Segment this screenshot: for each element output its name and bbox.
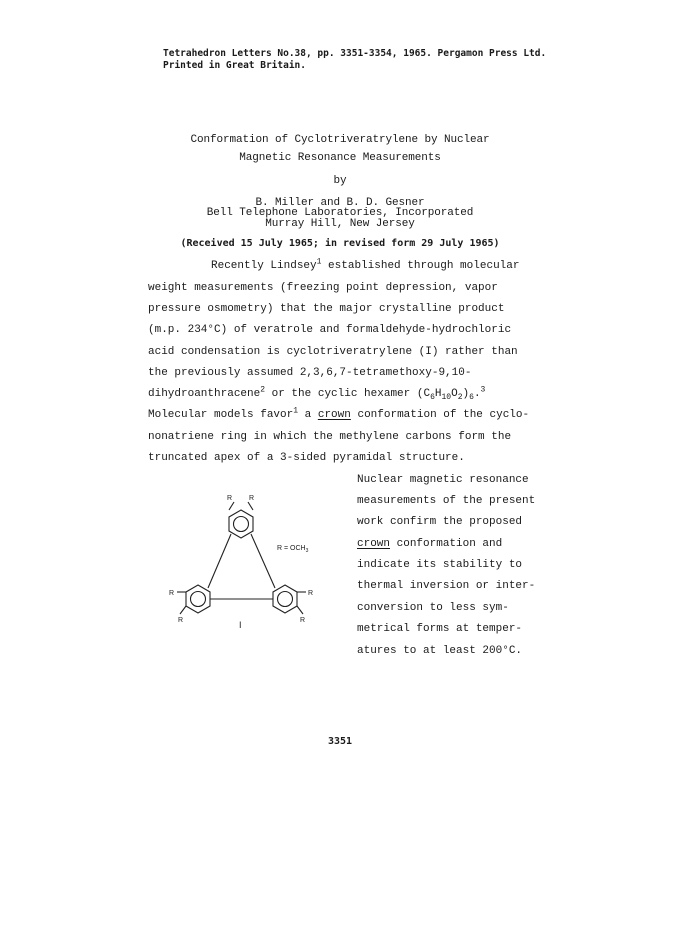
right-line-1: Nuclear magnetic resonance (357, 474, 529, 486)
title-line-1: Conformation of Cyclotriveratrylene by Nuclear (190, 134, 490, 146)
journal-citation: Tetrahedron Letters No.38, pp. 3351-3354, 1965. Pergamon Press Ltd. (163, 48, 547, 59)
benzene-ring-left (186, 585, 210, 613)
right-line-2: measurements of the present (357, 495, 536, 507)
cyclotriveratrylene-structure (160, 488, 350, 638)
title-line-2: Magnetic Resonance Measurements (239, 152, 441, 164)
body-line-9: nonatriene ring in which the methylene carbons form the (148, 431, 512, 443)
methylene-bridge-right (251, 534, 275, 588)
right-line-3: work confirm the proposed (357, 516, 523, 528)
body-line-10: truncated apex of a 3-sided pyramidal structure. (148, 452, 465, 464)
right-line-5: indicate its stability to (357, 559, 523, 571)
substituent-label: R (308, 590, 314, 597)
body-line-5: acid condensation is cyclotriveratrylene (I) rather than (148, 346, 518, 358)
body-line-2: weight measurements (freezing point depression, vapor (148, 282, 498, 294)
affiliation-line-1: Bell Telephone Laboratories, Incorporated (206, 207, 474, 219)
right-line-9: atures to at least 200°C. (357, 645, 523, 657)
substituent-label: R (227, 495, 233, 502)
page-number: 3351 (327, 736, 353, 747)
substituent-label: R (249, 495, 255, 502)
compound-label: I (239, 620, 242, 630)
body-line-3: pressure osmometry) that the major crystalline product (148, 303, 505, 315)
methylene-bridge-left (208, 534, 231, 588)
right-line-6: thermal inversion or inter- (357, 580, 536, 592)
received-dates: (Received 15 July 1965; in revised form 29 July 1965) (180, 238, 500, 249)
byline-by: by (333, 175, 347, 187)
body-line-7: dihydroanthracene$^2$ or the cyclic hexamer $(C_6H_{10}O_2)_6.^3$ (148, 385, 486, 403)
benzene-ring-right (273, 585, 297, 613)
affiliation-line-2: Murray Hill, New Jersey (265, 218, 415, 230)
right-line-8: metrical forms at temper- (357, 623, 523, 635)
printed-in: Printed in Great Britain. (163, 60, 306, 71)
substituent-legend: $R = OCH_3$ (277, 545, 309, 554)
substituent-label: R (300, 617, 306, 624)
body-line-8: Molecular models favor$^1$ a crown conformation of the cyclo- (148, 406, 530, 421)
body-line-4: (m.p. 234°C) of veratrole and formaldehyde-hydrochloric (148, 324, 512, 336)
body-line-1: Recently Lindsey$^1$ established through molecular (211, 257, 520, 272)
benzene-ring-top (229, 510, 253, 538)
body-line-6: the previously assumed 2,3,6,7-tetramethoxy-9,10- (148, 367, 472, 379)
right-line-4: crown conformation and (357, 538, 503, 550)
authors: B. Miller and B. D. Gesner (255, 197, 425, 209)
right-line-7: conversion to less sym- (357, 602, 509, 614)
substituent-label: R (169, 590, 175, 597)
substituent-label: R (178, 617, 184, 624)
